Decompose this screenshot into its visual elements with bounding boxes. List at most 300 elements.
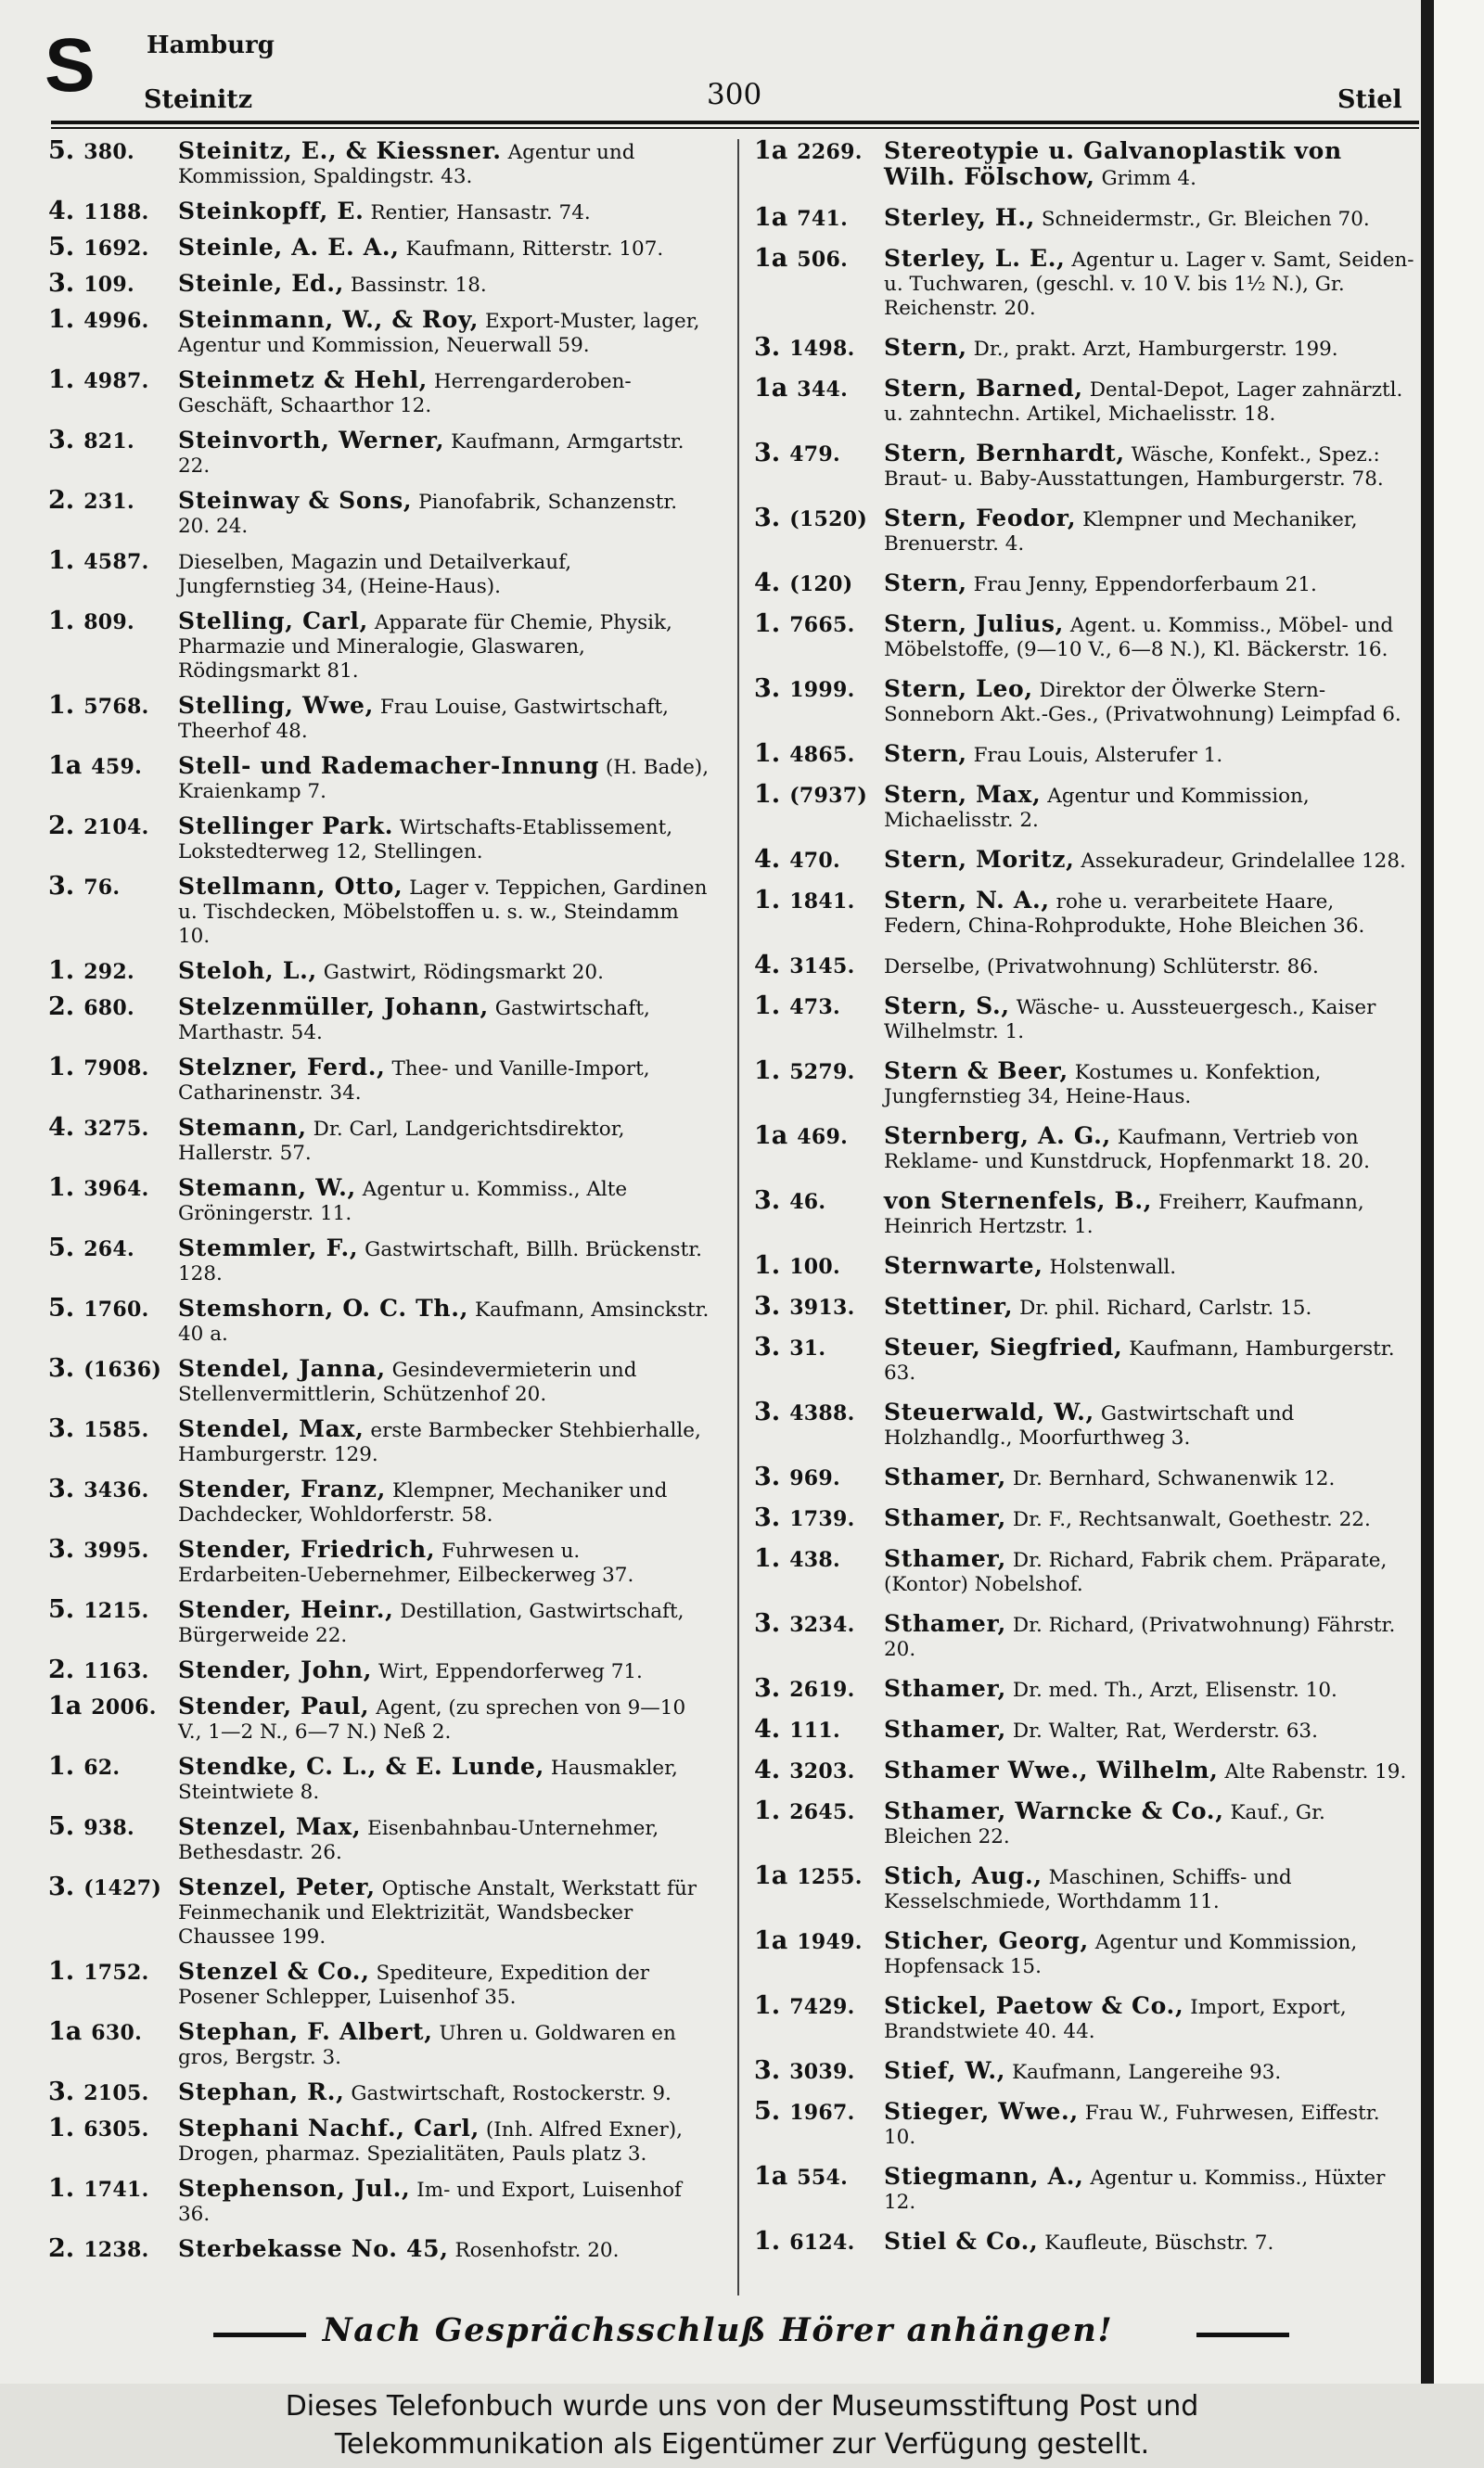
phone-number [754, 244, 876, 273]
subscriber-details: Frau W., Fuhrwesen, Eiffestr. 10. [884, 2102, 1380, 2149]
line-number: 2104. [83, 815, 149, 839]
exchange-code: 1. [48, 691, 75, 720]
exchange-code: 1. [754, 991, 781, 1020]
phone-number [754, 1758, 876, 1784]
directory-entry [48, 872, 711, 949]
subscriber-name: Sterley, H., [884, 204, 1036, 231]
exchange-code: 1. [48, 1957, 75, 1986]
subscriber-name: Stendke, C. L., & E. Lunde, [178, 1753, 545, 1780]
directory-entry [48, 992, 711, 1045]
line-number: 969. [789, 1466, 840, 1490]
line-number: 109. [83, 273, 134, 297]
subscriber-details: (Inh. Alfred Exner), Drogen, pharmaz. Spezialitäten, Pauls platz 3. [178, 2118, 683, 2166]
line-number: 7429. [789, 1995, 855, 2019]
directory-entry [754, 333, 1417, 362]
phone-number [754, 1465, 876, 1491]
subscriber-name: Sternberg, A. G., [884, 1122, 1111, 1149]
exchange-code: 4. [48, 197, 75, 225]
line-number: 31. [789, 1336, 826, 1361]
phone-number [48, 2174, 171, 2203]
exchange-code: 1. [754, 1797, 781, 1825]
directory-entry [48, 1113, 711, 1166]
subscriber-name: Sternwarte, [884, 1252, 1043, 1279]
subscriber-name: Stern, Julius, [884, 610, 1065, 637]
directory-entry [754, 1799, 1417, 1849]
exchange-code: 3. [754, 1186, 781, 1215]
directory-entry [754, 953, 1417, 979]
line-number: 6124. [789, 2231, 855, 2255]
phone-number [48, 1477, 171, 1503]
directory-entry [48, 136, 711, 189]
exchange-code: 3. [754, 674, 781, 703]
directory-entry [48, 2234, 711, 2263]
header-rule-thin [51, 127, 1419, 129]
subscriber-name: Stender, Heinr., [178, 1596, 394, 1623]
exchange-code: 3. [48, 269, 75, 298]
phone-number [48, 751, 171, 780]
subscriber-details: Import, Export, Brandstwiete 40. 44. [884, 1996, 1347, 2043]
exchange-code: 4. [754, 951, 781, 979]
subscriber-details: Gesindevermieterin und Stellenvermittlerin, Schützenhof 20. [178, 1359, 637, 1406]
phone-number [754, 674, 876, 703]
exchange-code: 1. [48, 365, 75, 394]
subscriber-details: (H. Bade), Kraienkamp 7. [178, 756, 710, 803]
exchange-code: 1a [754, 1926, 788, 1955]
line-number: 479. [789, 442, 840, 467]
subscriber-name: Sthamer, Warncke & Co., [884, 1797, 1224, 1824]
exchange-code: 1. [754, 886, 781, 914]
line-number: 7665. [789, 613, 855, 637]
phone-number [754, 1544, 876, 1573]
line-number: (1520) [789, 507, 868, 531]
exchange-code: 4. [754, 1756, 781, 1784]
subscriber-name: Steloh, L., [178, 957, 317, 984]
line-number: 4865. [789, 743, 855, 767]
subscriber-details: Dr. F., Rechtsanwalt, Goethestr. 22. [1012, 1508, 1371, 1531]
phone-number [48, 486, 171, 515]
phone-number [754, 1333, 876, 1362]
line-number: (7937) [789, 784, 868, 808]
phone-number [754, 1121, 876, 1150]
phone-number [754, 1400, 876, 1426]
directory-entry [48, 1957, 711, 2010]
notice-line-1: Dieses Telefonbuch wurde uns von der Museumsstiftung Post und [285, 2390, 1199, 2423]
subscriber-name: Stickel, Paetow & Co., [884, 1992, 1184, 2019]
directory-entry [754, 2162, 1417, 2215]
subscriber-details: Kaufmann, Langereihe 93. [1012, 2061, 1282, 2084]
subscriber-name: Stief, W., [884, 2057, 1006, 2084]
subscriber-details: Direktor der Ölwerke Stern-Sonneborn Akt.-Ges., (Privatwohnung) Leimpfad 6. [884, 679, 1401, 726]
subscriber-name: Steinmetz & Hehl, [178, 366, 429, 393]
phone-number [754, 1609, 876, 1638]
line-number: 5768. [83, 695, 149, 719]
exchange-code: 1. [754, 739, 781, 768]
phone-number [48, 2017, 171, 2046]
subscriber-details: Wäsche- u. Aussteuergesch., Kaiser Wilhelmstr. 1. [884, 996, 1376, 1043]
subscriber-details: Dr., prakt. Arzt, Hamburgerstr. 199. [973, 338, 1338, 361]
phone-number [48, 609, 171, 635]
exchange-code: 5. [48, 1234, 75, 1262]
phone-number [754, 1799, 876, 1825]
directory-entry [48, 1414, 711, 1467]
subscriber-details: Fuhrwesen u. Erdarbeiten-Uebernehmer, Eilbeckerweg 37. [178, 1540, 634, 1587]
directory-entry [48, 1535, 711, 1588]
subscriber-name: Stern, Bernhardt, [884, 440, 1125, 467]
subscriber-name: Stemshorn, O. C. Th., [178, 1295, 469, 1322]
subscriber-details: Wirtschafts-Etablissement, Lokstedterweg 12, Stellingen. [178, 816, 673, 863]
directory-entry [48, 1595, 711, 1648]
phone-number [754, 886, 876, 914]
line-number: 7908. [83, 1056, 149, 1081]
phone-number [754, 2227, 876, 2256]
directory-entry [754, 886, 1417, 939]
subscriber-name: Stiel & Co., [884, 2228, 1039, 2255]
line-number: 3039. [789, 2060, 855, 2084]
directory-entry [48, 1812, 711, 1865]
directory-entry [754, 136, 1417, 191]
line-number: 264. [83, 1237, 134, 1261]
subscriber-name: Stern, Moritz, [884, 846, 1075, 873]
subscriber-details: Optische Anstalt, Werkstatt für Feinmechanik und Elektrizität, Wandsbecker Chaussee 199. [178, 1877, 697, 1949]
exchange-code: 3. [754, 1503, 781, 1532]
subscriber-name: Stellinger Park. [178, 812, 394, 839]
directory-entry [754, 1674, 1417, 1703]
directory-entry [754, 1186, 1417, 1239]
column-divider [737, 139, 739, 2295]
subscriber-details: Export-Muster, lager, Agentur und Kommission, Neuerwall 59. [178, 310, 700, 357]
subscriber-details: Dr. Walter, Rat, Werderstr. 63. [1012, 1720, 1318, 1743]
phone-number [48, 428, 171, 454]
subscriber-details: Bassinstr. 18. [350, 274, 487, 297]
phone-number [48, 136, 171, 165]
line-number: 1255. [797, 1865, 863, 1889]
directory-entry [48, 1173, 711, 1226]
directory-entry [754, 991, 1417, 1044]
section-letter: S [45, 23, 96, 108]
directory-entry [754, 1333, 1417, 1386]
line-number: 1741. [83, 2178, 149, 2202]
subscriber-details: Gastwirtschaft, Marthastr. 54. [178, 997, 650, 1044]
directory-entry [48, 546, 711, 599]
subscriber-details: Frau Jenny, Eppendorferbaum 21. [973, 573, 1317, 596]
exchange-code: 3. [48, 872, 75, 901]
subscriber-name: Stephan, R., [178, 2078, 345, 2105]
directory-entry [48, 609, 711, 684]
directory-entry [754, 1056, 1417, 1109]
directory-entry [48, 365, 711, 418]
directory-entry [48, 2080, 711, 2106]
subscriber-name: Stephan, F. Albert, [178, 2018, 433, 2045]
line-number: 554. [797, 2166, 849, 2190]
exchange-code: 1. [48, 1053, 75, 1081]
subscriber-details: Dr. med. Th., Arzt, Elisenstr. 10. [1012, 1679, 1337, 1702]
phone-number [754, 441, 876, 467]
subscriber-name: Stern, Max, [884, 781, 1042, 808]
phone-number [754, 1991, 876, 2020]
phone-number [754, 333, 876, 362]
subscriber-details: Agent. u. Kommiss., Möbel- und Möbelstoffe, (9—10 V., 6—8 N.), Kl. Bäckerstr. 16. [884, 614, 1394, 661]
line-number: 459. [91, 755, 143, 779]
directory-entry [754, 2097, 1417, 2150]
phone-number [48, 365, 171, 394]
subscriber-details: Agentur und Kommission, Spaldingstr. 43. [178, 141, 635, 188]
subscriber-name: Steuerwald, W., [884, 1399, 1094, 1426]
phone-number [48, 1294, 171, 1323]
subscriber-name: Stern, [884, 569, 967, 596]
phone-number [48, 1595, 171, 1624]
phone-number [754, 571, 876, 597]
exchange-code: 3. [754, 1292, 781, 1321]
subscriber-details: Klempner und Mechaniker, Brenuerstr. 4. [884, 508, 1358, 556]
directory-entry [754, 1758, 1417, 1784]
subscriber-name: Stern, N. A., [884, 887, 1050, 914]
phone-number [754, 2097, 876, 2126]
subscriber-name: Stern, Feodor, [884, 505, 1077, 531]
subscriber-name: Steinvorth, Werner, [178, 427, 445, 454]
subscriber-name: Steinway & Sons, [178, 487, 413, 514]
line-number: 1163. [83, 1659, 149, 1683]
line-number: 1841. [789, 889, 855, 914]
directory-entry [754, 780, 1417, 833]
exchange-code: 1. [48, 2174, 75, 2203]
exchange-code: 5. [48, 1595, 75, 1624]
directory-entry [48, 233, 711, 262]
exchange-code: 5. [754, 2097, 781, 2126]
directory-entry [754, 1292, 1417, 1321]
line-number: 231. [83, 490, 134, 514]
directory-entry [754, 506, 1417, 556]
phone-number [754, 136, 876, 165]
subscriber-details: Kaufmann, Armgartstr. 22. [178, 430, 684, 478]
directory-entry [754, 1503, 1417, 1532]
line-number: (120) [789, 572, 853, 596]
notice-line-2: Telekommunikation als Eigentümer zur Verfügung gestellt. [334, 2428, 1150, 2461]
exchange-code: 3. [754, 2056, 781, 2085]
subscriber-details: Agentur u. Kommiss., Alte Gröningerstr. 11. [178, 1178, 628, 1225]
phone-number [754, 2056, 876, 2085]
line-number: 4996. [83, 309, 149, 333]
phone-number [754, 506, 876, 532]
page-header [0, 0, 1436, 139]
exchange-code: 1a [754, 244, 788, 273]
city-name: Hamburg [147, 32, 275, 59]
exchange-code: 1. [754, 1544, 781, 1573]
subscriber-name: Stephenson, Jul., [178, 2175, 411, 2202]
phone-number [48, 1173, 171, 1202]
phone-number [754, 1056, 876, 1085]
line-number: 680. [83, 996, 134, 1020]
line-number: (1636) [83, 1358, 162, 1382]
subscriber-details: Frau Louise, Gastwirtschaft, Theerhof 48. [178, 696, 670, 743]
subscriber-details: Gastwirtschaft, Billh. Brückenstr. 128. [178, 1238, 702, 1285]
line-number: 1999. [789, 678, 855, 702]
subscriber-name: Steinkopff, E. [178, 198, 365, 224]
subscriber-name: Stern, [884, 740, 967, 767]
first-entry-keyword: Steinitz [144, 85, 253, 114]
line-number: 1585. [83, 1418, 149, 1442]
phone-number [48, 1658, 171, 1684]
directory-entry [48, 814, 711, 864]
subscriber-details: Gastwirtschaft und Holzhandlg., Moorfurthweg 3. [884, 1402, 1295, 1450]
subscriber-details: Kaufleute, Büschstr. 7. [1044, 2231, 1274, 2255]
subscriber-details: Kauf., Gr. Bleichen 22. [884, 1801, 1325, 1848]
exchange-code: 4. [754, 569, 781, 597]
directory-entry [754, 2227, 1417, 2256]
exchange-code: 3. [754, 1398, 781, 1426]
phone-number [754, 374, 876, 403]
subscriber-name: Stendel, Max, [178, 1415, 365, 1442]
directory-entry [48, 1875, 711, 1950]
directory-entry [754, 2056, 1417, 2085]
line-number: 741. [797, 207, 849, 231]
directory-entry [754, 1465, 1417, 1491]
directory-entry [754, 1991, 1417, 2044]
phone-number [48, 992, 171, 1021]
exchange-code: 1. [754, 609, 781, 638]
directory-entry [48, 956, 711, 985]
directory-entry [754, 374, 1417, 427]
line-number: 1498. [789, 337, 855, 361]
exchange-code: 1a [754, 1861, 788, 1890]
exchange-code: 1a [754, 374, 788, 403]
line-number: 506. [797, 248, 849, 272]
phone-number [48, 814, 171, 840]
subscriber-details: Assekuradeur, Grindelallee 128. [1081, 850, 1406, 873]
phone-number [754, 953, 876, 979]
subscriber-details: Uhren u. Goldwaren en gros, Bergstr. 3. [178, 2022, 676, 2069]
directory-entry [754, 1861, 1417, 1914]
directory-entry [754, 845, 1417, 874]
adjacent-page-strip [1434, 0, 1484, 2384]
subscriber-details: Derselbe, (Privatwohnung) Schlüterstr. 86. [884, 955, 1319, 978]
exchange-code: 3. [754, 1609, 781, 1638]
exchange-code: 3. [48, 1354, 75, 1383]
subscriber-details: Schneidermstr., Gr. Bleichen 70. [1041, 208, 1370, 231]
subscriber-name: Steinle, A. E. A., [178, 234, 400, 261]
subscriber-details: Im- und Export, Luisenhof 36. [178, 2179, 682, 2226]
subscriber-details: Agentur u. Lager v. Samt, Seiden- u. Tuchwaren, (geschl. v. 10 V. bis 1½ N.), Gr. Reichenstr. 20. [884, 249, 1414, 320]
directory-entry [48, 199, 711, 225]
subscriber-details: Agentur u. Kommiss., Hüxter 12. [884, 2167, 1386, 2214]
exchange-code: 2. [48, 2234, 75, 2263]
phone-number [48, 1752, 171, 1781]
subscriber-details: Agentur und Kommission, Michaelisstr. 2. [884, 785, 1310, 832]
subscriber-name: Sticher, Georg, [884, 1927, 1089, 1954]
phone-number [754, 609, 876, 638]
subscriber-name: Stenzel, Max, [178, 1813, 362, 1840]
line-number: 4987. [83, 369, 149, 393]
subscriber-details: Thee- und Vanille-Import, Catharinenstr. 34. [178, 1057, 650, 1105]
subscriber-details: Destillation, Gastwirtschaft, Bürgerweide 22. [178, 1600, 684, 1647]
line-number: 2006. [91, 1695, 157, 1720]
subscriber-details: Apparate für Chemie, Physik, Pharmazie und Mineralogie, Glaswaren, Rödingsmarkt 81. [178, 611, 672, 683]
subscriber-details: Dr. phil. Richard, Carlstr. 15. [1019, 1297, 1312, 1320]
line-number: 1967. [789, 2101, 855, 2125]
subscriber-details: Kaufmann, Vertrieb von Reklame- und Kunstdruck, Hopfenmarkt 18. 20. [884, 1126, 1370, 1173]
exchange-code: 2. [48, 812, 75, 840]
subscriber-name: Sterley, L. E., [884, 245, 1066, 272]
exchange-code: 1a [48, 1692, 83, 1720]
exchange-code: 3. [754, 504, 781, 532]
exchange-code: 3. [48, 1873, 75, 1901]
subscriber-details: Klempner, Mechaniker und Dachdecker, Wohldorferstr. 58. [178, 1479, 668, 1527]
exchange-code: 1. [48, 1752, 75, 1781]
phone-number [754, 1292, 876, 1321]
subscriber-name: Stenzel & Co., [178, 1958, 370, 1985]
phone-number [48, 691, 171, 720]
right-column [754, 136, 1417, 2270]
exchange-code: 3. [754, 439, 781, 467]
line-number: 473. [789, 995, 840, 1019]
subscriber-details: Holstenwall. [1049, 1256, 1177, 1279]
subscriber-name: Steinmann, W., & Roy, [178, 306, 480, 333]
subscriber-name: Stephani Nachf., Carl, [178, 2115, 480, 2142]
directory-entry [754, 1251, 1417, 1280]
subscriber-name: Stendel, Janna, [178, 1355, 386, 1382]
subscriber-name: Sthamer, [884, 1464, 1006, 1490]
subscriber-name: Steinitz, E., & Kiessner. [178, 137, 502, 164]
subscriber-details: Dental-Depot, Lager zahnärztl. u. zahntechn. Artikel, Michaelisstr. 18. [884, 378, 1403, 426]
directory-entry [48, 1694, 711, 1745]
exchange-code: 1a [48, 2017, 83, 2046]
line-number: 6305. [83, 2117, 149, 2142]
directory-entry [754, 739, 1417, 768]
subscriber-details: Wirt, Eppendorferweg 71. [378, 1660, 643, 1683]
line-number: 3913. [789, 1296, 855, 1320]
line-number: 630. [91, 2021, 143, 2045]
line-number: 2269. [797, 140, 863, 164]
subscriber-name: von Sternenfels, B., [884, 1187, 1153, 1214]
exchange-code: 4. [754, 1715, 781, 1744]
directory-entry [48, 2174, 711, 2227]
line-number: 1188. [83, 200, 149, 224]
exchange-code: 1. [48, 546, 75, 575]
phone-number [48, 1354, 171, 1383]
phone-number [754, 991, 876, 1020]
phone-number [48, 1957, 171, 1986]
exchange-code: 1. [48, 1173, 75, 1202]
exchange-code: 1a [754, 203, 788, 232]
phone-number [48, 2116, 171, 2142]
phone-number [48, 305, 171, 334]
line-number: 938. [83, 1816, 134, 1840]
exchange-code: 1. [48, 956, 75, 985]
ownership-notice [0, 2384, 1484, 2468]
exchange-code: 1a [754, 2162, 788, 2191]
phone-number [48, 1236, 171, 1262]
exchange-code: 1. [48, 607, 75, 635]
subscriber-details: Freiherr, Kaufmann, Heinrich Hertzstr. 1. [884, 1191, 1364, 1238]
directory-entry [48, 1752, 711, 1805]
line-number: 1949. [797, 1930, 863, 1954]
line-number: 1752. [83, 1961, 149, 1985]
exchange-code: 3. [48, 1414, 75, 1443]
phone-number [48, 233, 171, 262]
phone-number [754, 1926, 876, 1955]
phone-number [754, 1861, 876, 1890]
phone-number [754, 2162, 876, 2191]
subscriber-name: Stelling, Carl, [178, 607, 369, 634]
line-number: (1427) [83, 1876, 162, 1900]
exchange-code: 3. [48, 2078, 75, 2106]
line-number: 3995. [83, 1539, 149, 1563]
line-number: 3275. [83, 1117, 149, 1141]
phone-number [48, 2080, 171, 2106]
subscriber-details: Hausmakler, Steintwiete 8. [178, 1757, 678, 1804]
subscriber-name: Stern, Leo, [884, 675, 1033, 702]
phone-number [48, 1875, 171, 1901]
directory-entry [754, 1544, 1417, 1597]
